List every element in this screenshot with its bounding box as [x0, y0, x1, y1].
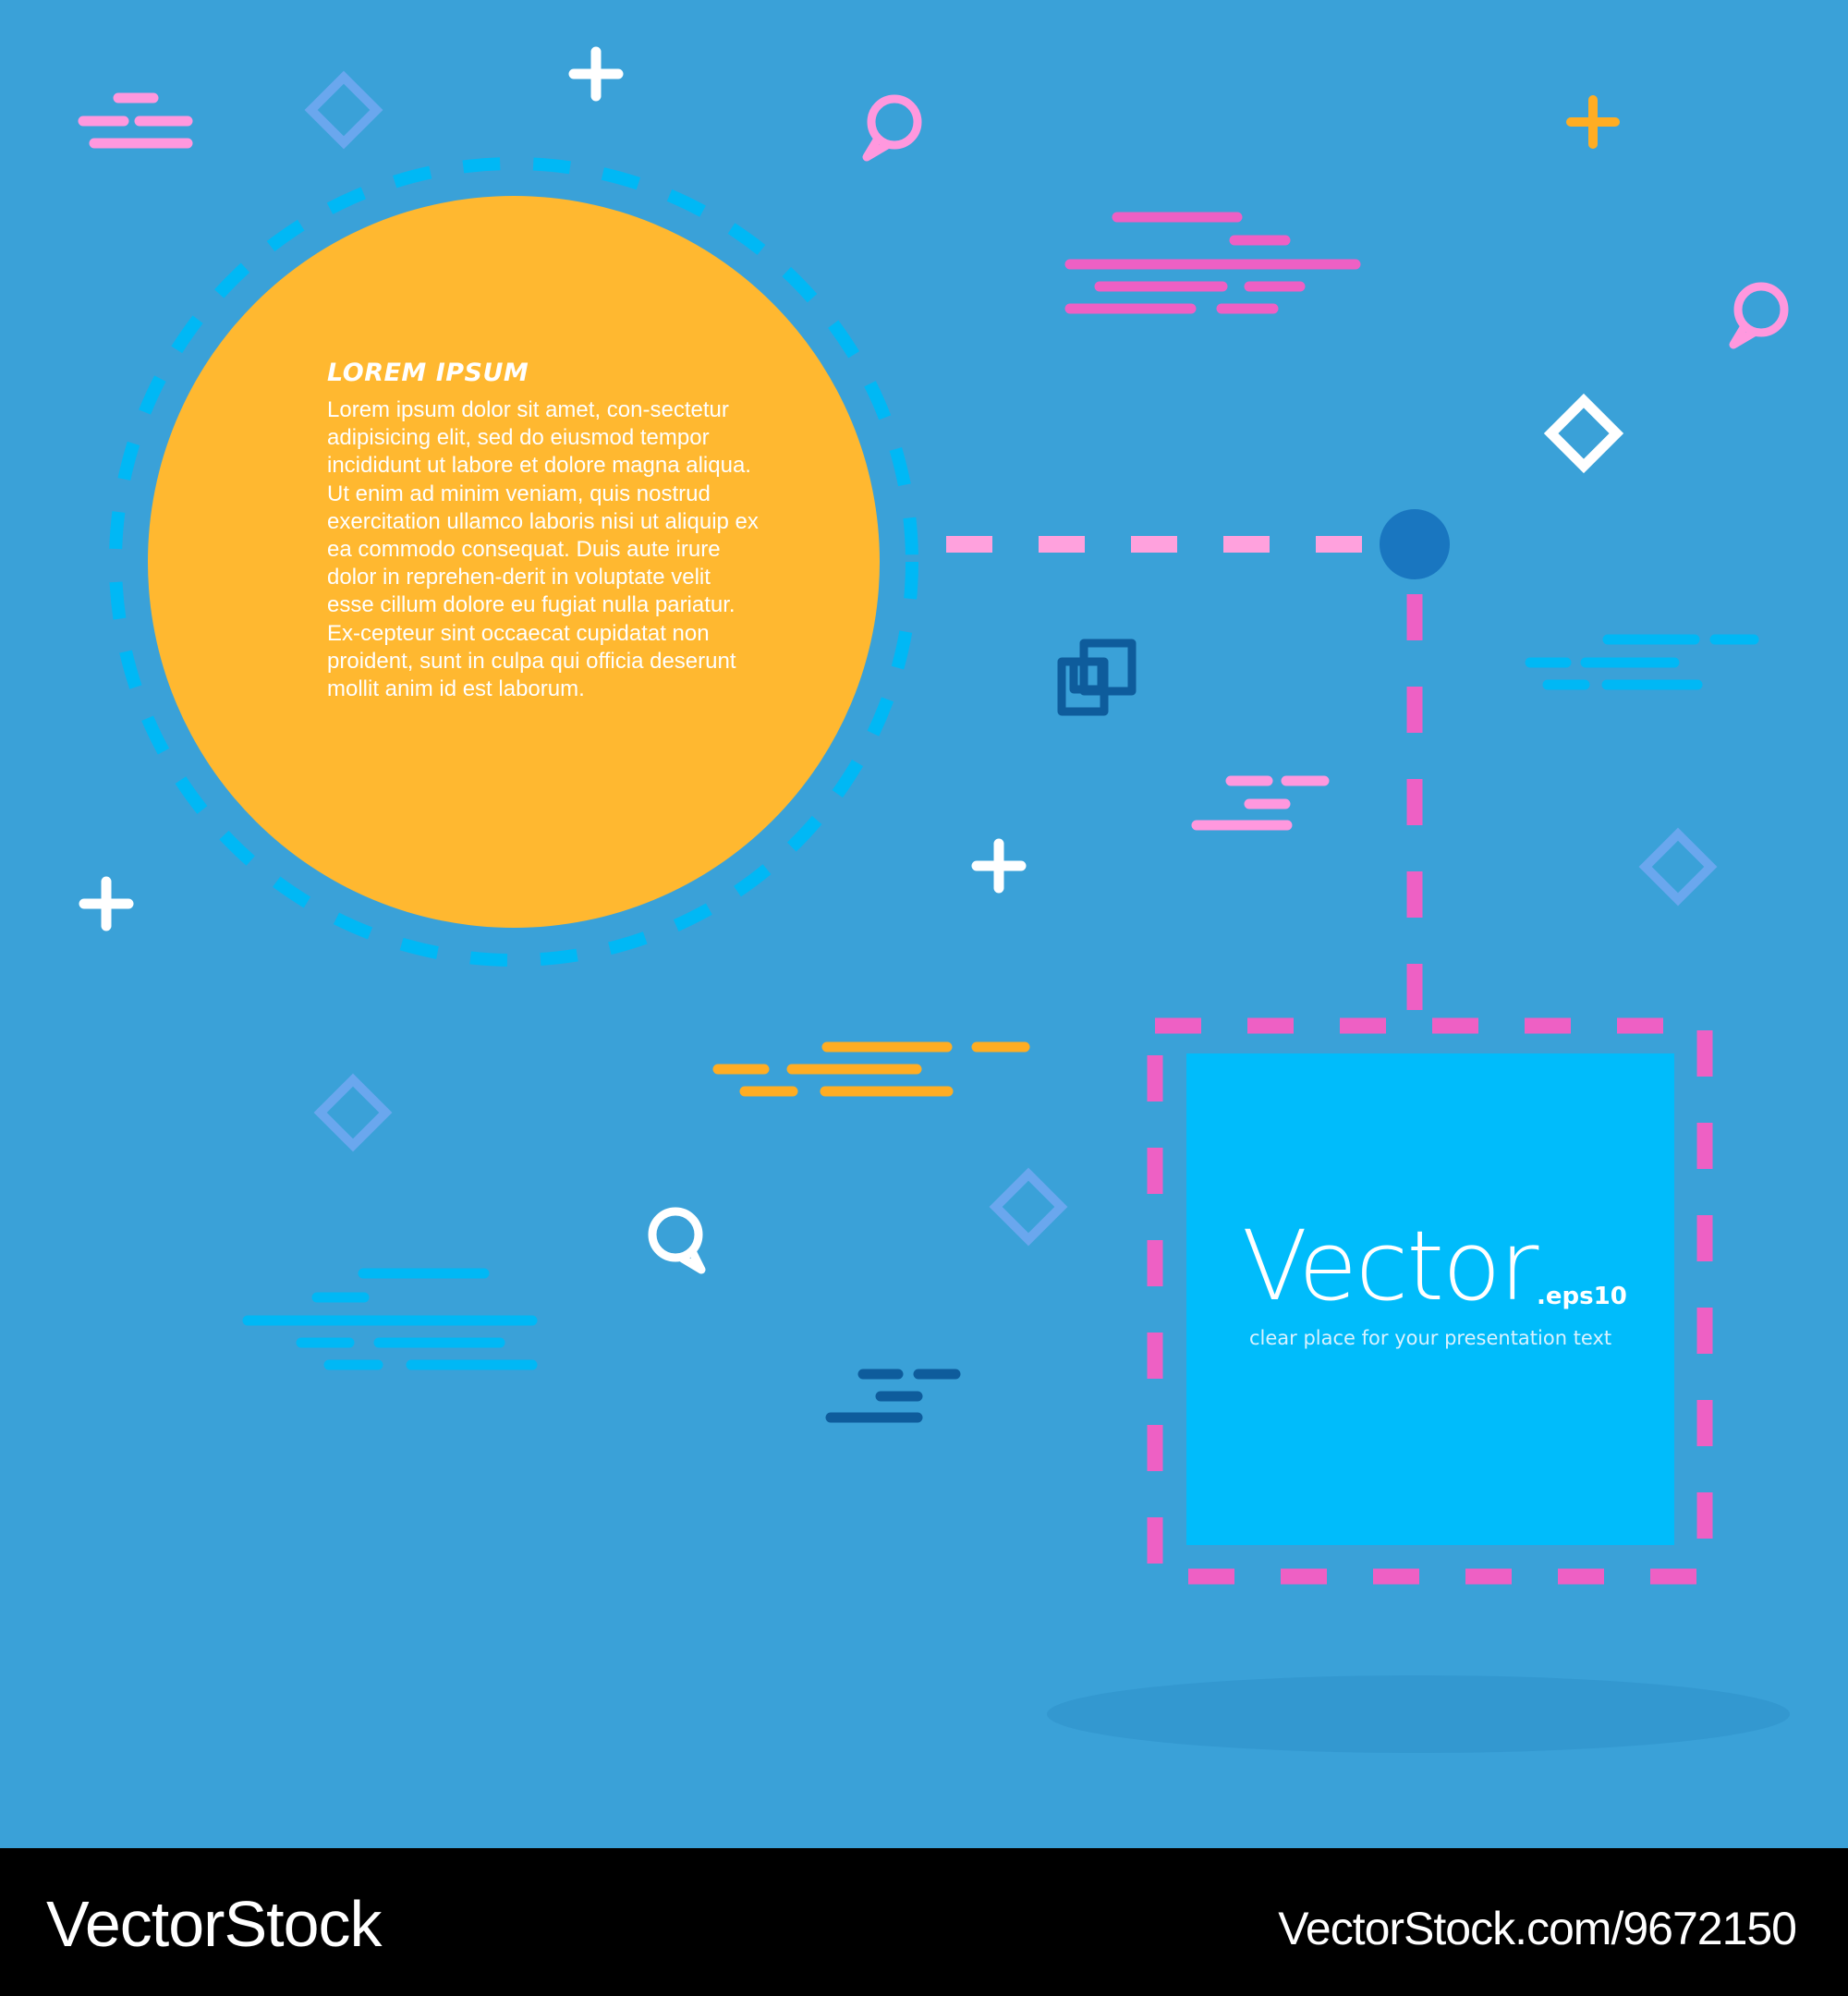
box-card-text — [1186, 1053, 1674, 1545]
circle-card-text — [327, 359, 761, 703]
connector-dot — [1380, 509, 1450, 579]
footer-url: VectorStock.com/9672150 — [1278, 1903, 1796, 1954]
footer-bar — [0, 1848, 1848, 1996]
footer-brand: VectorStock — [46, 1888, 382, 1960]
circle-card-title: LOREM IPSUM — [327, 359, 529, 387]
box-card-title-extension: .eps10 — [1537, 1283, 1627, 1310]
circle-card-body: Lorem ipsum dolor sit amet, con-sectetur adipisicing elit, sed do eiusmod tempor incididunt ut labore et dolore magna aliqua. Ut enim ad minim veniam, quis nostrud exercitation ullamco laboris nisi ut aliquip ex ea commodo consequat. Duis aute irure dolor in reprehen-derit in voluptate velit esse cillum dolore eu fugiat nulla pariatur. Ex-cepteur sint occaecat cupidatat non proident, sunt in culpa qui officia deserunt mollit anim id est laborum. — [327, 397, 759, 702]
box-shadow — [1047, 1675, 1790, 1753]
box-card-title: Vector — [1242, 1210, 1538, 1322]
box-card-subtitle: clear place for your presentation text — [1249, 1327, 1612, 1349]
